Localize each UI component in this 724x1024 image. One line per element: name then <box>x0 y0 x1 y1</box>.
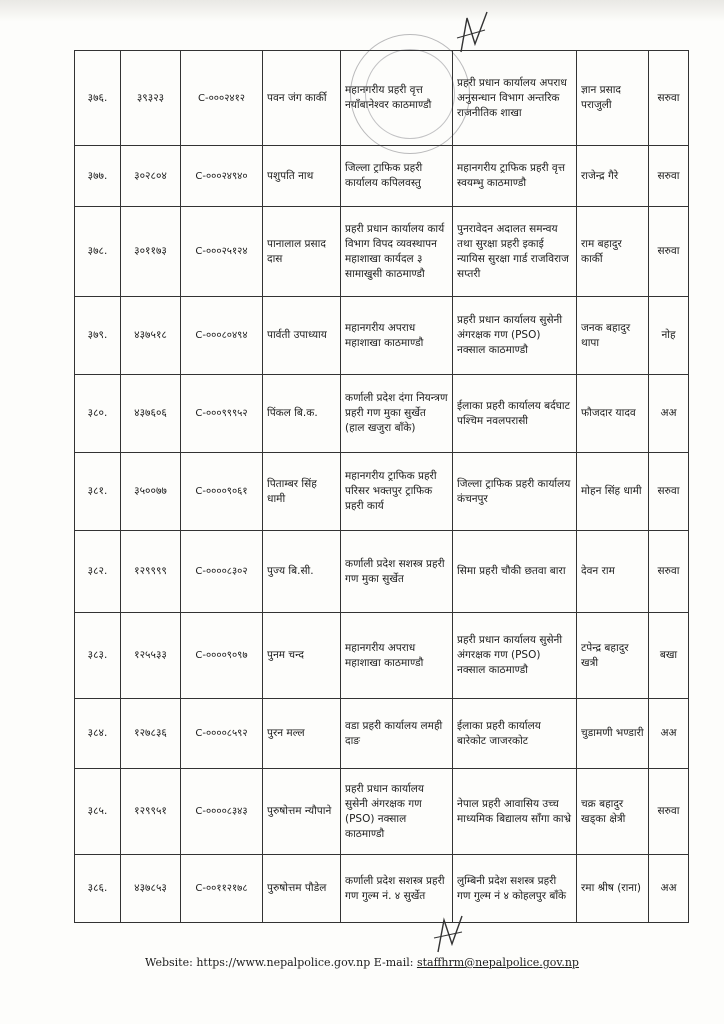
email-label: E-mail: <box>373 956 414 969</box>
code-cell: C-००००९०६१ <box>181 453 263 531</box>
serial-number-cell: ३८२. <box>75 531 121 613</box>
status-cell: अअ <box>649 699 689 769</box>
approver-cell: ज्ञान प्रसाद पराजुली <box>577 51 649 146</box>
approver-cell: मोहन सिंह धामी <box>577 453 649 531</box>
code-cell: C-००००८३४३ <box>181 769 263 855</box>
website-link[interactable]: https://www.nepalpolice.gov.np <box>196 956 371 969</box>
status-cell: बखा <box>649 613 689 699</box>
serial-number-cell: ३८६. <box>75 855 121 923</box>
table-row <box>75 51 689 146</box>
name-cell: पिंकल बि.क. <box>263 375 341 453</box>
to-office-cell: प्रहरी प्रधान कार्यालय सुसेनी अंगरक्षक गण (PSO) नक्साल काठमाण्डौ <box>453 613 577 699</box>
email-link[interactable]: staffhrm@nepalpolice.gov.np <box>416 956 579 969</box>
table-body <box>75 51 689 923</box>
table-row <box>75 699 689 769</box>
employee-id-cell: ३५००७७ <box>121 453 181 531</box>
from-office-cell: प्रहरी प्रधान कार्यालय सुसेनी अंगरक्षक गण (PSO) नक्साल काठमाण्डौ <box>341 769 453 855</box>
table-row <box>75 855 689 923</box>
from-office-cell: जिल्ला ट्राफिक प्रहरी कार्यालय कपिलवस्तु <box>341 146 453 207</box>
employee-id-cell: ३०२८०४ <box>121 146 181 207</box>
code-cell: C-०००२४९४० <box>181 146 263 207</box>
code-cell: C-०००२५१२४ <box>181 207 263 297</box>
code-cell: C-०००८०४९४ <box>181 297 263 375</box>
name-cell: पुरुषोत्तम पौडेल <box>263 855 341 923</box>
from-office-cell: महानगरीय अपराध महाशाखा काठमाण्डौ <box>341 297 453 375</box>
status-cell: सरुवा <box>649 146 689 207</box>
status-cell: अअ <box>649 375 689 453</box>
approver-cell: राजेन्द्र गैरे <box>577 146 649 207</box>
status-cell: सरुवा <box>649 453 689 531</box>
personnel-transfer-table <box>74 50 689 923</box>
from-office-cell: महानगरीय अपराध महाशाखा काठमाण्डौ <box>341 613 453 699</box>
name-cell: पशुपति नाथ <box>263 146 341 207</box>
name-cell: पुनम चन्द <box>263 613 341 699</box>
status-cell: नोह <box>649 297 689 375</box>
employee-id-cell: १२९९५१ <box>121 769 181 855</box>
approver-cell: टपेन्द्र बहादुर खत्री <box>577 613 649 699</box>
code-cell: C-०००९९९५२ <box>181 375 263 453</box>
from-office-cell: प्रहरी प्रधान कार्यालय कार्य विभाग विपद व्यवस्थापन महाशाखा कार्यदल ३ सामाखुसी काठमाण्डौ <box>341 207 453 297</box>
approver-cell: चक्र बहादुर खड्का क्षेत्री <box>577 769 649 855</box>
status-cell: सरुवा <box>649 51 689 146</box>
serial-number-cell: ३७८. <box>75 207 121 297</box>
name-cell: पुरुषोत्तम न्यौपाने <box>263 769 341 855</box>
to-office-cell: प्रहरी प्रधान कार्यालय अपराध अनुसन्धान विभाग अन्तरिक राजनीतिक शाखा <box>453 51 577 146</box>
employee-id-cell: १२७८३६ <box>121 699 181 769</box>
code-cell: C-००००९०९७ <box>181 613 263 699</box>
employee-id-cell: १२९९९९ <box>121 531 181 613</box>
serial-number-cell: ३८३. <box>75 613 121 699</box>
code-cell: C-०००२४१२ <box>181 51 263 146</box>
employee-id-cell: १२५५३३ <box>121 613 181 699</box>
approver-cell: राम बहादुर कार्की <box>577 207 649 297</box>
status-cell: अअ <box>649 855 689 923</box>
serial-number-cell: ३८४. <box>75 699 121 769</box>
website-label: Website: <box>145 956 193 969</box>
code-cell: C-००११२१७८ <box>181 855 263 923</box>
serial-number-cell: ३८१. <box>75 453 121 531</box>
table-row <box>75 613 689 699</box>
table-row <box>75 207 689 297</box>
to-office-cell: प्रहरी प्रधान कार्यालय सुसेनी अंगरक्षक गण (PSO) नक्साल काठमाण्डौ <box>453 297 577 375</box>
name-cell: पिताम्बर सिंह धामी <box>263 453 341 531</box>
from-office-cell: कर्णाली प्रदेश सशस्त्र प्रहरी गण गुल्म नं. ४ सुर्खेत <box>341 855 453 923</box>
serial-number-cell: ३८०. <box>75 375 121 453</box>
serial-number-cell: ३७७. <box>75 146 121 207</box>
name-cell: पानालाल प्रसाद दास <box>263 207 341 297</box>
table-row <box>75 769 689 855</box>
serial-number-cell: ३७९. <box>75 297 121 375</box>
employee-id-cell: ४३७८५३ <box>121 855 181 923</box>
table-row <box>75 453 689 531</box>
to-office-cell: सिमा प्रहरी चौकी छतवा बारा <box>453 531 577 613</box>
from-office-cell: कर्णाली प्रदेश दंगा नियन्त्रण प्रहरी गण मुका सुर्खेत (हाल खजुरा बाँके) <box>341 375 453 453</box>
approver-cell: रमा श्रीष (राना) <box>577 855 649 923</box>
table-row <box>75 531 689 613</box>
from-office-cell: महानगरीय प्रहरी वृत्त नयाँबानेश्वर काठमाण्डौ <box>341 51 453 146</box>
code-cell: C-००००८३०२ <box>181 531 263 613</box>
from-office-cell: महानगरीय ट्राफिक प्रहरी परिसर भक्तपुर ट्राफिक प्रहरी कार्य <box>341 453 453 531</box>
from-office-cell: कर्णाली प्रदेश सशस्त्र प्रहरी गण मुका सुर्खेत <box>341 531 453 613</box>
status-cell: सरुवा <box>649 769 689 855</box>
page-footer <box>0 956 724 969</box>
employee-id-cell: ३९३२३ <box>121 51 181 146</box>
to-office-cell: नेपाल प्रहरी आवासिय उच्च माध्यमिक बिद्यालय साँगा काभ्रे <box>453 769 577 855</box>
to-office-cell: जिल्ला ट्राफिक प्रहरी कार्यालय कंचनपुर <box>453 453 577 531</box>
name-cell: पुरन मल्ल <box>263 699 341 769</box>
serial-number-cell: ३७६. <box>75 51 121 146</box>
status-cell: सरुवा <box>649 207 689 297</box>
to-office-cell: पुनरावेदन अदालत समन्वय तथा सुरक्षा प्रहरी इकाई न्यायिस सुरक्षा गार्ड राजविराज सप्तरी <box>453 207 577 297</box>
status-cell: सरुवा <box>649 531 689 613</box>
approver-cell: जनक बहादुर थापा <box>577 297 649 375</box>
table-row <box>75 146 689 207</box>
employee-id-cell: ३०११७३ <box>121 207 181 297</box>
serial-number-cell: ३८५. <box>75 769 121 855</box>
name-cell: पवन जंग कार्की <box>263 51 341 146</box>
employee-id-cell: ४३७६०६ <box>121 375 181 453</box>
to-office-cell: ईलाका प्रहरी कार्यालय बारेकोट जाजरकोट <box>453 699 577 769</box>
to-office-cell: ईलाका प्रहरी कार्यालय बर्दघाट पश्चिम नवलपरासी <box>453 375 577 453</box>
approver-cell: फौजदार यादव <box>577 375 649 453</box>
name-cell: पुज्य बि.सी. <box>263 531 341 613</box>
approver-cell: चुडामणी भण्डारी <box>577 699 649 769</box>
to-office-cell: महानगरीय ट्राफिक प्रहरी वृत्त स्वयम्भु काठमाण्डौ <box>453 146 577 207</box>
code-cell: C-००००८५९२ <box>181 699 263 769</box>
from-office-cell: वडा प्रहरी कार्यालय लमही दाङ <box>341 699 453 769</box>
approver-cell: देवन राम <box>577 531 649 613</box>
name-cell: पार्वती उपाध्याय <box>263 297 341 375</box>
employee-id-cell: ४३७५१८ <box>121 297 181 375</box>
table-row <box>75 297 689 375</box>
scan-edge <box>0 0 724 22</box>
table-row <box>75 375 689 453</box>
to-office-cell: लुम्बिनी प्रदेश सशस्त्र प्रहरी गण गुल्म नं ४ कोहलपुर बाँके <box>453 855 577 923</box>
